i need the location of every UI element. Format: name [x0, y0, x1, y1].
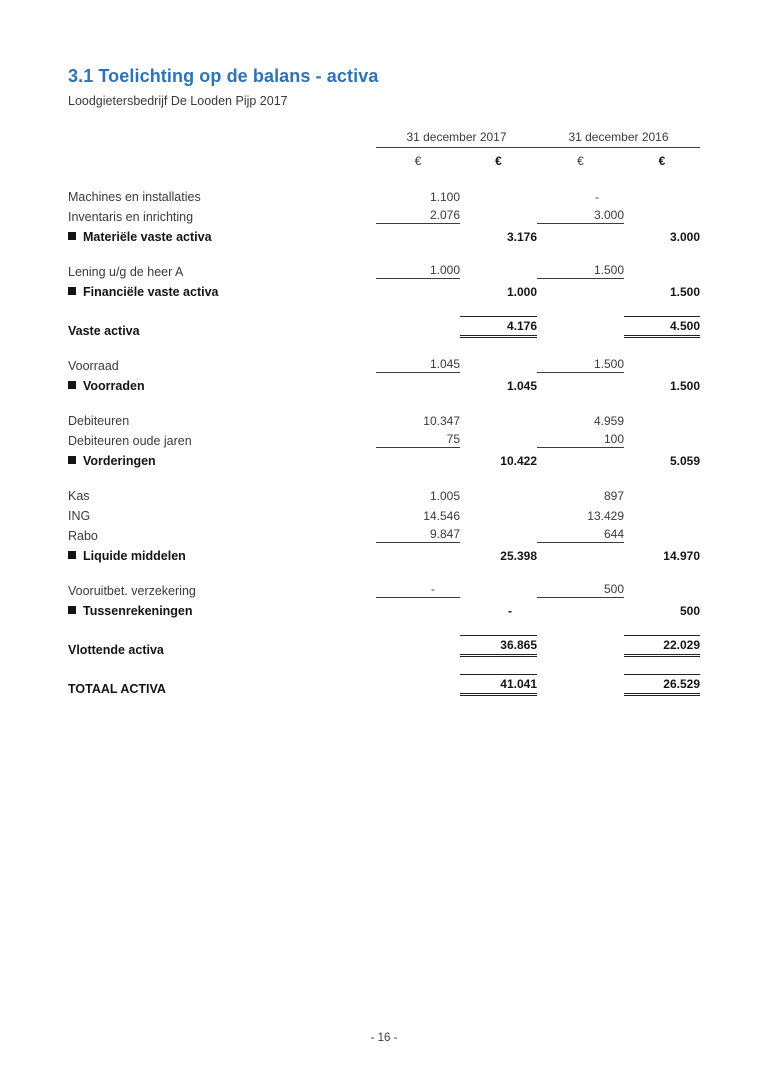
row-label: Materiële vaste activa [68, 230, 376, 244]
table-row [68, 483, 700, 503]
row-label: Vooruitbet. verzekering [68, 584, 196, 598]
page-number: - 16 - [370, 1032, 398, 1044]
section-bullet-square-icon [68, 551, 76, 559]
amount-2016-detail: - [595, 190, 599, 204]
row-label: Lening u/g de heer A [68, 265, 184, 279]
table-row [68, 259, 700, 279]
row-label: Debiteuren oude jaren [68, 434, 192, 448]
amount-2016-total: 22.029 [624, 635, 700, 657]
spacer-row [68, 468, 700, 483]
row-label: Voorraden [68, 379, 376, 393]
table-row [68, 279, 700, 299]
table-row [68, 503, 700, 523]
amount-2017-total: 1.045 [506, 379, 537, 393]
table-row [68, 224, 700, 244]
spacer-row [68, 244, 700, 259]
amount-2016-total: 500 [679, 604, 700, 618]
section-bullet-square-icon [68, 456, 76, 464]
amount-2017-total: 10.422 [500, 454, 537, 468]
amount-2017-detail: 2.076 [376, 208, 460, 224]
amount-2016-detail: 897 [603, 489, 624, 503]
row-label: Kas [68, 489, 90, 503]
amount-2016-detail: 1.500 [537, 263, 624, 279]
table-header-currency [68, 148, 700, 168]
table-row [68, 353, 700, 373]
row-label: Financiële vaste activa [68, 285, 376, 299]
amount-2017-total: 4.176 [460, 316, 537, 338]
amount-2017-total: 36.865 [460, 635, 537, 657]
table-row [68, 672, 700, 696]
spacer-row [68, 338, 700, 353]
section-bullet-square-icon [68, 381, 76, 389]
table-row [68, 314, 700, 338]
row-label: Vlottende activa [68, 643, 164, 657]
row-label: Voorraad [68, 359, 119, 373]
amount-2017-detail: 1.005 [429, 489, 460, 503]
section-bullet-square-icon [68, 606, 76, 614]
amount-2016-total: 3.000 [669, 230, 700, 244]
amount-2016-detail: 100 [537, 432, 624, 448]
amount-2016-detail: 1.500 [537, 357, 624, 373]
amount-2016-total: 1.500 [669, 379, 700, 393]
amount-2017-detail: 1.000 [376, 263, 460, 279]
page-content [68, 66, 700, 696]
amount-2016-detail: 500 [537, 582, 624, 598]
amount-2017-total: 41.041 [460, 674, 537, 696]
amount-2016-detail: 13.429 [587, 509, 624, 523]
amount-2016-detail: 4.959 [593, 414, 624, 428]
amount-2016-detail: 3.000 [537, 208, 624, 224]
amount-2017-total: 3.176 [506, 230, 537, 244]
amount-2017-detail: 14.546 [423, 509, 460, 523]
balance-table [68, 130, 700, 696]
section-bullet-square-icon [68, 287, 76, 295]
amount-2017-total: 1.000 [506, 285, 537, 299]
row-label: TOTAAL ACTIVA [68, 682, 166, 696]
table-body [68, 184, 700, 696]
table-row [68, 184, 700, 204]
spacer-row [68, 618, 700, 633]
amount-2017-total: 25.398 [500, 549, 537, 563]
row-label: Vaste activa [68, 324, 140, 338]
table-row [68, 598, 700, 618]
amount-2017-detail: - [376, 582, 460, 598]
page-title: 3.1 Toelichting op de balans - activa [68, 66, 379, 86]
amount-2017-detail: 1.045 [376, 357, 460, 373]
row-label: Rabo [68, 529, 98, 543]
currency-symbol: € [658, 154, 666, 168]
table-row [68, 448, 700, 468]
amount-2017-detail: 10.347 [423, 414, 460, 428]
table-row [68, 204, 700, 224]
table-row [68, 408, 700, 428]
column-header-2016: 31 december 2016 [537, 130, 700, 148]
table-row [68, 428, 700, 448]
amount-2017-detail: 1.100 [429, 190, 460, 204]
table-row [68, 543, 700, 563]
currency-symbol: € [577, 154, 584, 168]
amount-2016-total: 5.059 [669, 454, 700, 468]
currency-symbol: € [414, 154, 422, 168]
amount-2017-detail: 75 [376, 432, 460, 448]
table-header-years [68, 130, 700, 148]
spacer-row [68, 393, 700, 408]
amount-2017-detail: 9.847 [376, 527, 460, 543]
row-label: Inventaris en inrichting [68, 210, 194, 224]
row-label: Tussenrekeningen [68, 604, 376, 618]
amount-2017-total: - [508, 604, 512, 618]
spacer-row [68, 299, 700, 314]
amount-2016-total: 14.970 [663, 549, 700, 563]
amount-2016-total: 1.500 [669, 285, 700, 299]
row-label: Liquide middelen [68, 549, 376, 563]
header-label-spacer [68, 130, 376, 148]
spacer-row [68, 657, 700, 672]
amount-2016-detail: 644 [537, 527, 624, 543]
table-row [68, 578, 700, 598]
row-label: Vorderingen [68, 454, 376, 468]
section-bullet-square-icon [68, 232, 76, 240]
row-label: Machines en installaties [68, 190, 201, 204]
row-label: ING [68, 509, 91, 523]
currency-symbol: € [495, 154, 502, 168]
amount-2016-total: 26.529 [624, 674, 700, 696]
table-row [68, 633, 700, 657]
amount-2016-total: 4.500 [624, 316, 700, 338]
table-row [68, 373, 700, 393]
spacer-row [68, 563, 700, 578]
page-subtitle: Loodgietersbedrijf De Looden Pijp 2017 [68, 94, 288, 108]
row-label: Debiteuren [68, 414, 130, 428]
table-row [68, 523, 700, 543]
column-header-2017: 31 december 2017 [376, 130, 537, 148]
